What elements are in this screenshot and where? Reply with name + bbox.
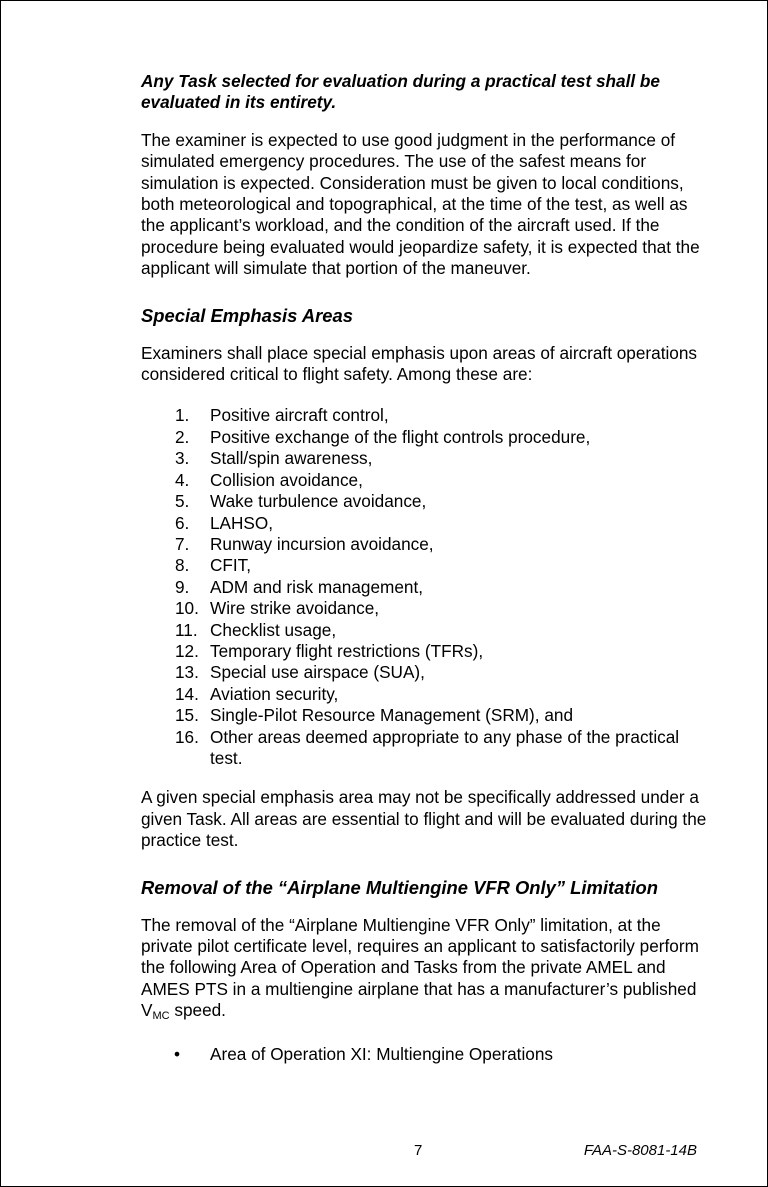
list-item-text: ADM and risk management, (210, 576, 424, 597)
list-item-number: 12. (175, 640, 199, 661)
list-item-text: Aviation security, (210, 683, 339, 704)
emphasis-closing: A given special emphasis area may not be specifically addressed under a given Task. All areas are essential to flight and will be evaluated during the practice test. (141, 787, 707, 851)
list-item (141, 641, 716, 662)
list-item-number: 16. (175, 726, 199, 747)
list-item (141, 1044, 716, 1065)
list-item-text: Temporary flight restrictions (TFRs), (210, 640, 484, 661)
list-item-text: Single-Pilot Resource Management (SRM), and (210, 705, 574, 726)
bullet-icon: • (174, 1043, 181, 1064)
list-item-number: 10. (175, 598, 199, 619)
list-item-text: Positive exchange of the flight controls procedure, (210, 426, 591, 447)
list-item (141, 555, 716, 576)
list-item (141, 598, 716, 619)
list-item (141, 662, 716, 683)
list-item (141, 620, 716, 641)
page-number: 7 (414, 1142, 423, 1159)
document-id: FAA-S-8081-14B (583, 1142, 697, 1159)
page-content (141, 71, 716, 1065)
list-item (141, 448, 716, 469)
list-item (141, 513, 716, 534)
list-item-number: 1. (175, 405, 190, 426)
list-item-text: Collision avoidance, (210, 469, 363, 490)
list-item-text: Stall/spin awareness, (210, 448, 373, 469)
emphasis-intro: Examiners shall place special emphasis upon areas of aircraft operations considered critical to flight safety. Among these are: (141, 342, 698, 385)
list-item-number: 11. (175, 619, 198, 640)
list-item-text: Wire strike avoidance, (210, 598, 380, 619)
list-item-number: 6. (175, 512, 190, 533)
emphasis-list (141, 405, 716, 769)
removal-heading: Removal of the “Airplane Multiengine VFR Only” Limitation (141, 876, 659, 898)
vmc-subscript: MC (152, 1010, 170, 1023)
list-item-number: 7. (175, 533, 190, 554)
list-item-number: 5. (175, 491, 190, 512)
list-item (141, 427, 716, 448)
list-item-number: 4. (175, 469, 190, 490)
list-item-text: Other areas deemed appropriate to any phase of the practical test. (210, 726, 680, 768)
list-item (141, 705, 716, 726)
list-item-number: 3. (175, 448, 190, 469)
intro-paragraph: The examiner is expected to use good judgment in the performance of simulated emergency procedures. The use of the safest means for simulation is expected. Consideration must be given to local conditions, both meteorological and topographical, at the time of the test, as well as the applicant’s workload, and the condition of the aircraft used. If the procedure being evaluated would jeopardize safety, it is expected that the applicant will simulate that portion of the maneuver. (141, 129, 700, 279)
list-item-number: 9. (175, 576, 190, 597)
list-item (141, 534, 716, 555)
list-item (141, 405, 716, 426)
bullet-text: Area of Operation XI: Multiengine Operations (210, 1043, 553, 1064)
removal-paragraph-main: The removal of the “Airplane Multiengine VFR Only” limitation, at the private pilot certificate level, requires an applicant to satisfactorily perform the following Area of Operation and Tasks from the private AMEL and AMES PTS in a multiengine airplane that has a manufacturer’s published V (141, 914, 699, 1021)
list-item-text: LAHSO, (210, 512, 274, 533)
list-item-number: 2. (175, 426, 190, 447)
list-item-number: 8. (175, 555, 190, 576)
list-item-number: 13. (175, 662, 199, 683)
list-item-text: Wake turbulence avoidance, (210, 491, 427, 512)
list-item-number: 15. (175, 705, 199, 726)
list-item (141, 470, 716, 491)
emphasis-heading: Special Emphasis Areas (141, 304, 353, 326)
intro-lead: Any Task selected for evaluation during a practical test shall be evaluated in its entirety. (141, 71, 660, 113)
list-item-number: 14. (175, 683, 199, 704)
list-item-text: Runway incursion avoidance, (210, 533, 434, 554)
list-item-text: Checklist usage, (210, 619, 337, 640)
list-item (141, 727, 716, 770)
list-item (141, 491, 716, 512)
list-item-text: CFIT, (210, 555, 252, 576)
list-item-text: Positive aircraft control, (210, 405, 389, 426)
removal-bullet-list (141, 1044, 716, 1065)
list-item (141, 577, 716, 598)
removal-paragraph (141, 915, 716, 1022)
list-item (141, 684, 716, 705)
removal-paragraph-tail: speed. (169, 1000, 226, 1021)
list-item-text: Special use airspace (SUA), (210, 662, 425, 683)
